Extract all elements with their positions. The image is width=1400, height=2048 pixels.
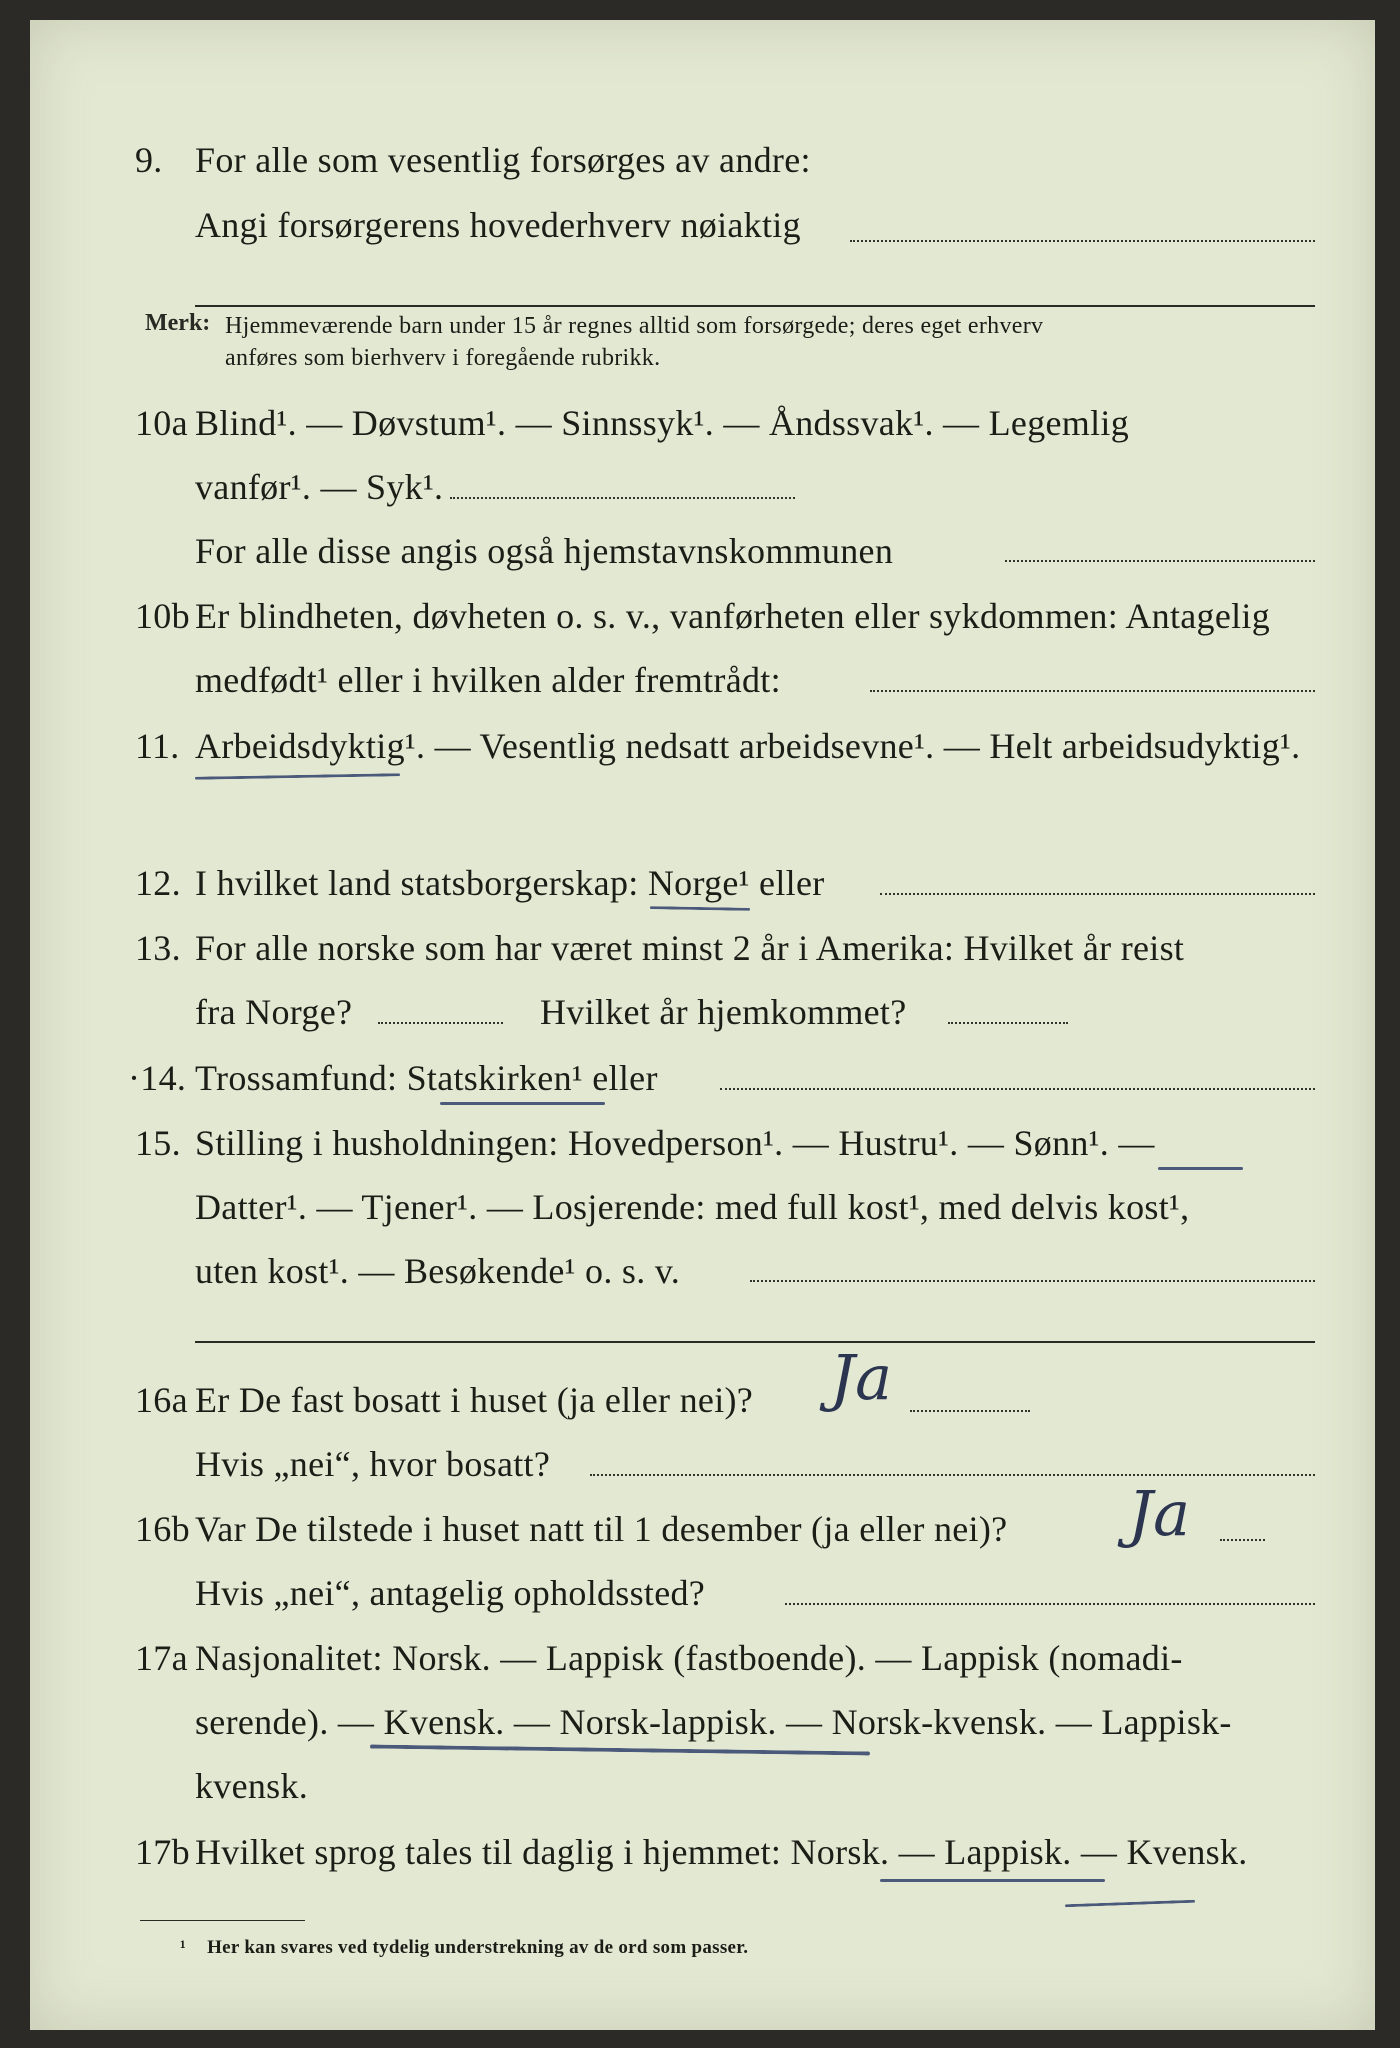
question-text: Hvilket år hjemkommet? (540, 992, 907, 1032)
question-number: ·14. (128, 1058, 187, 1098)
question-number: 13. (135, 928, 181, 968)
question-text: I hvilket land statsborgerskap: Norge¹ eller (195, 863, 825, 903)
question-number: 17b (135, 1832, 190, 1872)
question-text: Hvis „nei“, hvor bosatt? (195, 1444, 551, 1484)
footnote-mark: ¹ (180, 1937, 186, 1958)
note-text (225, 310, 1355, 375)
answer-line (850, 240, 1315, 242)
answer-line (948, 1022, 1068, 1024)
question-text: Er blindheten, døvheten o. s. v., vanførheten eller sykdommen: Antagelig (195, 596, 1271, 636)
question-text: serende). — Kvensk. — Norsk-lappisk. — Norsk-kvensk. — Lappisk- (195, 1702, 1232, 1742)
question-text: kvensk. (195, 1766, 309, 1806)
handwritten-underline (195, 773, 400, 780)
question-number: 9. (135, 140, 163, 180)
answer-line (910, 1410, 1030, 1412)
question-number: 10a (135, 403, 188, 443)
question-text: For alle disse angis også hjemstavnskommunen (195, 531, 894, 571)
handwritten-underline (650, 906, 750, 911)
question-text: Blind¹. — Døvstum¹. — Sinnssyk¹. — Åndssvak¹. — Legemlig (195, 403, 1129, 443)
handwritten-underline (370, 1745, 870, 1756)
answer-line (720, 1088, 1315, 1090)
question-text: Datter¹. — Tjener¹. — Losjerende: med full kost¹, med delvis kost¹, (195, 1187, 1190, 1227)
handwritten-underline (440, 1102, 605, 1105)
footnote (180, 1938, 1400, 1957)
question-text: uten kost¹. — Besøkende¹ o. s. v. (195, 1251, 681, 1291)
handwritten-underline (880, 1879, 1105, 1882)
divider (195, 305, 1315, 307)
question-text: Arbeidsdyktig¹. — Vesentlig nedsatt arbeidsevne¹. — Helt arbeidsudyktig¹. (195, 726, 1301, 766)
handwritten-underline (1065, 1900, 1195, 1908)
answer-line (450, 497, 795, 499)
question-number: 16a (135, 1380, 188, 1420)
question-number: 17a (135, 1638, 188, 1678)
question-number: 10b (135, 596, 190, 636)
answer-line (1220, 1539, 1265, 1541)
question-text: Hvilket sprog tales til daglig i hjemmet: Norsk. — Lappisk. — Kvensk. (195, 1832, 1248, 1872)
note-line: anføres som bierhverv i foregående rubrikk. (225, 345, 661, 372)
handwritten-underline (1158, 1167, 1243, 1170)
question-text: For alle som vesentlig forsørges av andre: (195, 140, 811, 180)
divider (195, 1341, 1315, 1343)
handwritten-answer: Ja (830, 1341, 893, 1414)
answer-line (785, 1603, 1315, 1605)
question-text: For alle norske som har været minst 2 år i Amerika: Hvilket år reist (195, 928, 1185, 968)
answer-line (870, 690, 1315, 692)
handwritten-answer: Ja (1128, 1477, 1191, 1550)
question-number: 16b (135, 1509, 190, 1549)
question-text: Angi forsørgerens hovederhverv nøiaktig (195, 205, 801, 245)
question-text: Stilling i husholdningen: Hovedperson¹. — Hustru¹. — Sønn¹. — (195, 1123, 1155, 1163)
footnote-rule (140, 1920, 305, 1921)
question-text: Er De fast bosatt i huset (ja eller nei)? (195, 1380, 754, 1420)
question-text: Trossamfund: Statskirken¹ eller (195, 1058, 658, 1098)
question-text: Hvis „nei“, antagelig opholdssted? (195, 1573, 706, 1613)
footnote-text: Her kan svares ved tydelig understrekning av de ord som passer. (207, 1937, 749, 1958)
note-label: Merk: (145, 310, 211, 336)
question-text: Var De tilstede i huset natt til 1 desember (ja eller nei)? (195, 1509, 1008, 1549)
question-text: medfødt¹ eller i hvilken alder fremtrådt: (195, 660, 781, 700)
question-number: 12. (135, 863, 181, 903)
question-text: Nasjonalitet: Norsk. — Lappisk (fastboende). — Lappisk (nomadi- (195, 1638, 1183, 1678)
answer-line (378, 1022, 503, 1024)
answer-line (750, 1280, 1315, 1282)
question-number: 11. (135, 726, 180, 766)
question-number: 15. (135, 1123, 181, 1163)
answer-line (1005, 560, 1315, 562)
note-line: Hjemmeværende barn under 15 år regnes alltid som forsørgede; deres eget erhverv (225, 313, 1044, 339)
question-text: fra Norge? (195, 992, 353, 1032)
census-form-page (30, 20, 1375, 2030)
answer-line (880, 893, 1315, 895)
question-text: vanfør¹. — Syk¹. (195, 467, 444, 507)
answer-line (590, 1474, 1315, 1476)
